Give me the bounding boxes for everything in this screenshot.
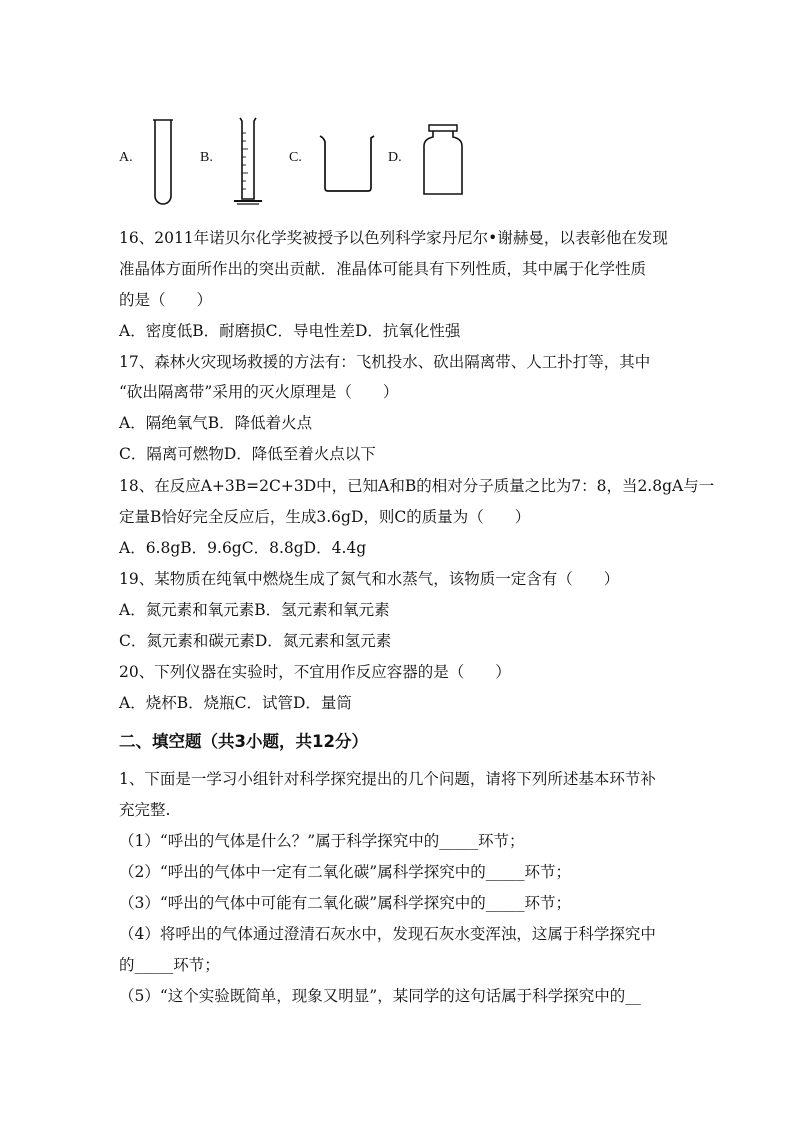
reagent-bottle-icon: [420, 122, 466, 198]
question-18-options: A．6.8gB．9.6gC．8.8gD．4.4g: [119, 539, 367, 557]
question-17-line-2: “砍出隔离带”采用的灭火原理是（ ）: [119, 383, 399, 401]
question-16-line-1: 16、2011年诺贝尔化学奖被授予以色列科学家丹尼尔•谢赫曼，以表彰他在发现: [119, 229, 668, 247]
question-17-options-1: A．隔绝氧气B．降低着火点: [119, 414, 313, 432]
question-19-options-2: C．氮元素和碳元素D．氮元素和氢元素: [119, 632, 392, 650]
fill-1-item-1: （1）“呼出的气体是什么？”属于科学探究中的_____环节；: [119, 832, 525, 850]
fill-1-item-4-line-2: 的_____环节；: [119, 956, 220, 974]
beaker-icon: [316, 133, 378, 195]
question-16-line-3: 的是（ ）: [119, 291, 213, 309]
question-16-line-2: 准晶体方面所作出的突出贡献．准晶体可能具有下列性质，其中属于化学性质: [119, 260, 647, 278]
question-20-line-1: 20、下列仪器在实验时，不宜用作反应容器的是（ ）: [119, 663, 511, 681]
fill-1-item-4-line-1: （4）将呼出的气体通过澄清石灰水中，发现石灰水变浑浊，这属于科学探究中: [119, 925, 656, 943]
option-a-label: A.: [119, 150, 133, 165]
question-18-line-1: 18、在反应A+3B=2C+3D中，已知A和B的相对分子质量之比为7：8，当2.8gA与一: [119, 477, 715, 495]
question-19-line-1: 19、某物质在纯氧中燃烧生成了氮气和水蒸气，该物质一定含有（ ）: [119, 570, 620, 588]
fill-1-line-1: 1、下面是一学习小组针对科学探究提出的几个问题，请将下列所述基本环节补: [119, 770, 656, 788]
option-d-label: D.: [388, 150, 402, 165]
option-c-label: C.: [289, 150, 302, 165]
section-heading: 二、填空题（共3小题，共12分）: [119, 732, 368, 751]
question-17-options-2: C．隔离可燃物D．降低至着火点以下: [119, 445, 376, 463]
question-20-options: A．烧杯B．烧瓶C．试管D．量筒: [119, 694, 352, 712]
fill-1-item-2: （2）“呼出的气体中一定有二氧化碳”属科学探究中的_____环节；: [119, 863, 571, 881]
graduated-cylinder-icon: [230, 115, 266, 207]
question-18-line-2: 定量B恰好完全反应后，生成3.6gD，则C的质量为（ ）: [119, 508, 531, 526]
fill-1-item-5: （5）“这个实验既简单，现象又明显”，某同学的这句话属于科学探究中的__: [119, 987, 641, 1005]
question-19-options-1: A．氮元素和氧元素B．氢元素和氧元素: [119, 601, 390, 619]
fill-1-item-3: （3）“呼出的气体中可能有二氧化碳”属科学探究中的_____环节；: [119, 894, 571, 912]
option-b-label: B.: [200, 150, 213, 165]
question-17-line-1: 17、森林火灾现场救援的方法有：飞机投水、砍出隔离带、人工扑打等，其中: [119, 353, 651, 371]
question-16-options: A．密度低B．耐磨损C．导电性差D．抗氧化性强: [119, 322, 461, 340]
test-tube-icon: [150, 118, 176, 208]
fill-1-line-2: 充完整.: [119, 801, 171, 819]
